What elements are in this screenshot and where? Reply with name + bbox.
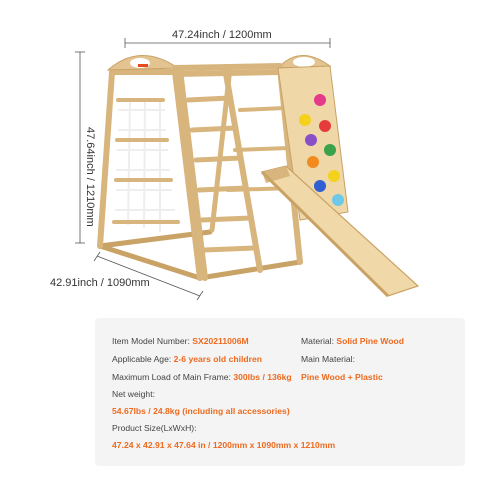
height-dimension-label: 47.64inch / 1210mm bbox=[84, 127, 96, 227]
spec-age-label: Applicable Age: bbox=[112, 354, 172, 364]
spec-size-value: 47.24 x 42.91 x 47.64 in / 1200mm x 1090mm x 1210mm bbox=[112, 440, 336, 450]
spec-size-label: Product Size(LxWxH): bbox=[112, 423, 197, 433]
spec-model-value: SX20211006M bbox=[192, 336, 249, 346]
spec-age-value: 2-6 years old children bbox=[173, 354, 262, 364]
spec-model bbox=[112, 336, 249, 346]
spec-card bbox=[95, 318, 465, 466]
spec-weight bbox=[112, 389, 155, 399]
spec-main-material bbox=[301, 354, 355, 364]
spec-model-label: Item Model Number: bbox=[112, 336, 190, 346]
spec-size bbox=[112, 423, 197, 433]
spec-material-label: Material: bbox=[301, 336, 334, 346]
left-ladder-rungs bbox=[114, 100, 178, 222]
spec-weight-value: 54.67lbs / 24.8kg (including all accessories) bbox=[112, 406, 290, 416]
spec-load-label: Maximum Load of Main Frame: bbox=[112, 372, 231, 382]
spec-age bbox=[112, 354, 262, 364]
spec-load bbox=[112, 372, 292, 382]
right-arch-handle bbox=[293, 57, 315, 67]
spec-material bbox=[301, 336, 404, 346]
spec-main-material-value: Pine Wood + Plastic bbox=[301, 372, 383, 382]
depth-dimension-label: 42.91inch / 1090mm bbox=[50, 277, 150, 289]
spec-material-value: Solid Pine Wood bbox=[336, 336, 404, 346]
rope-net bbox=[115, 100, 175, 232]
brand-badge bbox=[138, 64, 148, 67]
spec-weight-label: Net weight: bbox=[112, 389, 155, 399]
width-dimension-label: 47.24inch / 1200mm bbox=[172, 29, 272, 41]
spec-load-value: 300lbs / 136kg bbox=[233, 372, 292, 382]
spec-main-material-label: Main Material: bbox=[301, 354, 355, 364]
